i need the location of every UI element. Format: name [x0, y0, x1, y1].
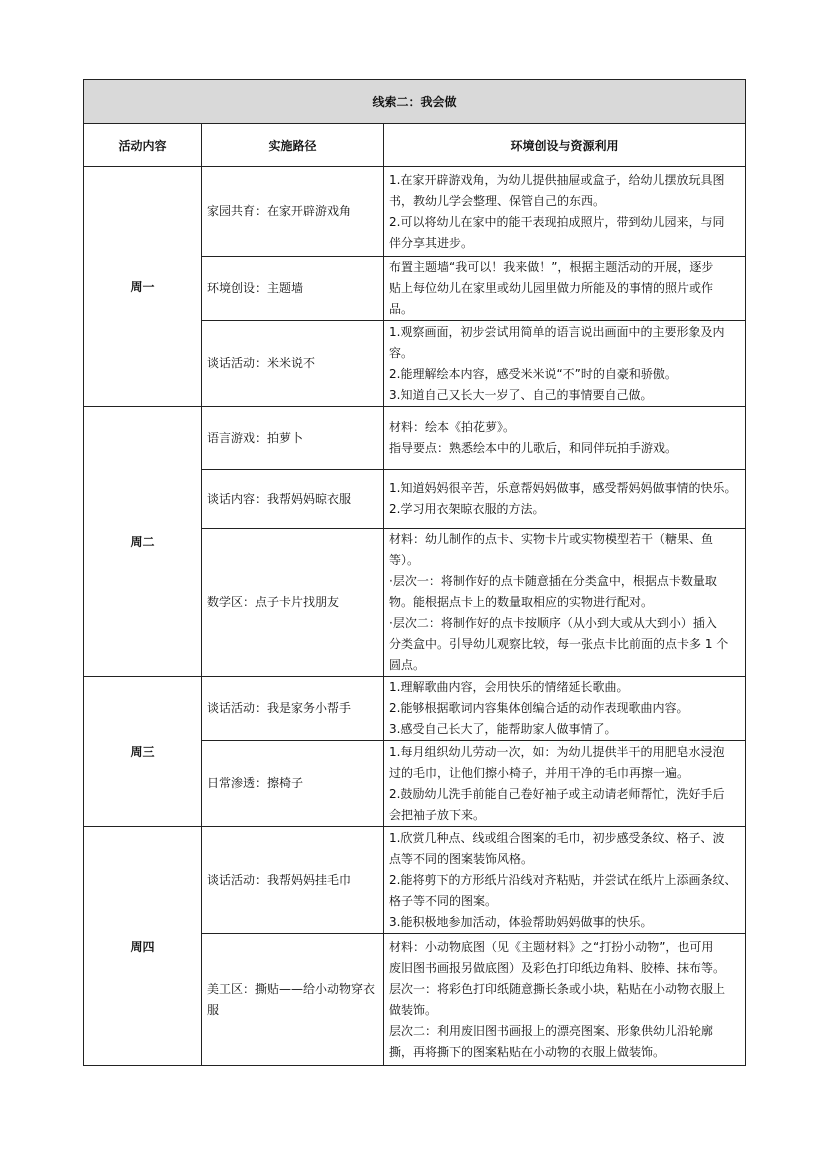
resources-cell [384, 470, 746, 529]
resource-line: 贴上每位幼儿在家里或幼儿园里做力所能及的事情的照片或作 [389, 281, 714, 295]
resource-line: 2.能理解绘本内容，感受米米说“不”时的自豪和骄傲。 [389, 366, 677, 381]
activity-plan-table [83, 79, 746, 1066]
table-row [84, 677, 746, 741]
implementation-path-cell: 语言游戏：拍萝卜 [202, 407, 384, 470]
resources-cell [384, 407, 746, 470]
resource-line: 布置主题墙“我可以！我来做！”，根据主题活动的开展，逐步 [389, 260, 714, 274]
resources-cell [384, 529, 746, 677]
implementation-path-cell: 谈话活动：我帮妈妈挂毛巾 [202, 827, 384, 934]
resources-cell [384, 677, 746, 741]
resource-line: 伴分享其进步。 [389, 235, 474, 250]
resources-cell [384, 167, 746, 257]
header-activity-content: 活动内容 [84, 124, 202, 167]
resource-line: 2.可以将幼儿在家中的能干表现拍成照片，带到幼儿园来，与同 [389, 214, 725, 229]
resource-line: 分类盒中。引导幼儿观察比较，每一张点卡比前面的点卡多 1 个 [389, 637, 729, 651]
day-cell: 周一 [84, 167, 202, 407]
resource-line: 撕，再将撕下的图案粘贴在小动物的衣服上做装饰。 [389, 1044, 666, 1059]
implementation-path-cell: 家园共育：在家开辟游戏角 [202, 167, 384, 257]
resources-cell [384, 321, 746, 407]
resource-line: 物。能根据点卡上的数量取相应的实物进行配对。 [389, 595, 654, 609]
table-row [84, 407, 746, 470]
resource-line: 品。 [389, 302, 414, 316]
resource-line: 会把袖子放下来。 [389, 807, 486, 822]
resources-cell [384, 741, 746, 827]
implementation-path-cell: 谈话内容：我帮妈妈晾衣服 [202, 470, 384, 529]
resource-line: ·层次一：将制作好的点卡随意插在分类盒中，根据点卡数量取 [389, 574, 717, 588]
resource-line: 3.感受自己长大了，能帮助家人做事情了。 [389, 722, 617, 736]
resource-line: ·层次二：将制作好的点卡按顺序（从小到大或从大到小）插入 [389, 616, 717, 630]
resource-line: 1.观察画面，初步尝试用简单的语言说出画面中的主要形象及内 [389, 324, 725, 339]
resource-line: 废旧图书画报另做底图）及彩色打印纸边角料、胶棒、抹布等。 [389, 960, 726, 975]
resource-line: 格子等不同的图案。 [389, 893, 498, 908]
resource-line: 层次一：将彩色打印纸随意撕长条或小块，粘贴在小动物衣服上 [389, 981, 726, 996]
resource-line: 1.理解歌曲内容，会用快乐的情绪延长歌曲。 [389, 680, 629, 694]
implementation-path-cell: 数学区：点子卡片找朋友 [202, 529, 384, 677]
table-row [84, 167, 746, 257]
resource-line: 容。 [389, 345, 414, 360]
resource-line: 圆点。 [389, 658, 426, 672]
resource-line: 3.能积极地参加活动，体验帮助妈妈做事的快乐。 [389, 914, 653, 929]
resources-cell [384, 827, 746, 934]
table-row [84, 827, 746, 934]
implementation-path-cell: 环境创设：主题墙 [202, 257, 384, 321]
resource-line: 2.鼓励幼儿洗手前能自己卷好袖子或主动请老师帮忙，洗好手后 [389, 786, 725, 801]
implementation-path-cell: 美工区：撕贴——给小动物穿衣服 [202, 934, 384, 1066]
resource-line: 书，教幼儿学会整理、保管自己的东西。 [389, 193, 606, 208]
resource-line: 做装饰。 [389, 1002, 438, 1017]
day-cell: 周四 [84, 827, 202, 1066]
header-implementation-path: 实施路径 [202, 124, 384, 167]
resources-cell [384, 934, 746, 1066]
resource-line: 指导要点：熟悉绘本中的儿歌后，和同伴玩拍手游戏。 [389, 441, 678, 455]
resource-line: 层次二：利用废旧图书画报上的漂亮图案、形象供幼儿沿轮廓 [389, 1023, 714, 1038]
resource-line: 1.在家开辟游戏角，为幼儿提供抽屉或盒子，给幼儿摆放玩具图 [389, 172, 725, 187]
implementation-path-cell: 日常渗透：擦椅子 [202, 741, 384, 827]
resource-line: 点等不同的图案装饰风格。 [389, 851, 534, 866]
implementation-path-cell: 谈话活动：米米说不 [202, 321, 384, 407]
resource-line: 材料：小动物底图（见《主题材料》之“打扮小动物”，也可用 [389, 939, 714, 954]
resource-line: 3.知道自己又长大一岁了、自己的事情要自己做。 [389, 387, 653, 402]
resource-line: 材料：绘本《拍花萝》。 [389, 420, 516, 434]
resources-cell [384, 257, 746, 321]
day-cell: 周三 [84, 677, 202, 827]
resource-line: 2.能将剪下的方形纸片沿线对齐粘贴，并尝试在纸片上添画条纹、 [389, 872, 737, 887]
resource-line: 1.欣赏几种点、线或组合图案的毛巾，初步感受条纹、格子、波 [389, 830, 725, 845]
header-environment-resources: 环境创设与资源利用 [384, 124, 746, 167]
resource-line: 过的毛巾，让他们擦小椅子，并用干净的毛巾再擦一遍。 [389, 765, 690, 780]
resource-line: 材料：幼儿制作的点卡、实物卡片或实物模型若干（糖果、鱼等）。 [389, 532, 714, 567]
table-title: 线索二：我会做 [84, 80, 746, 124]
resource-line: 2.学习用衣架晾衣服的方法。 [389, 502, 545, 516]
resource-line: 1.每月组织幼儿劳动一次，如：为幼儿提供半干的用肥皂水浸泡 [389, 744, 725, 759]
resource-line: 1.知道妈妈很辛苦，乐意帮妈妈做事，感受帮妈妈做事情的快乐。 [389, 481, 737, 495]
implementation-path-cell: 谈话活动：我是家务小帮手 [202, 677, 384, 741]
resource-line: 2.能够根据歌词内容集体创编合适的动作表现歌曲内容。 [389, 701, 689, 715]
day-cell: 周二 [84, 407, 202, 677]
